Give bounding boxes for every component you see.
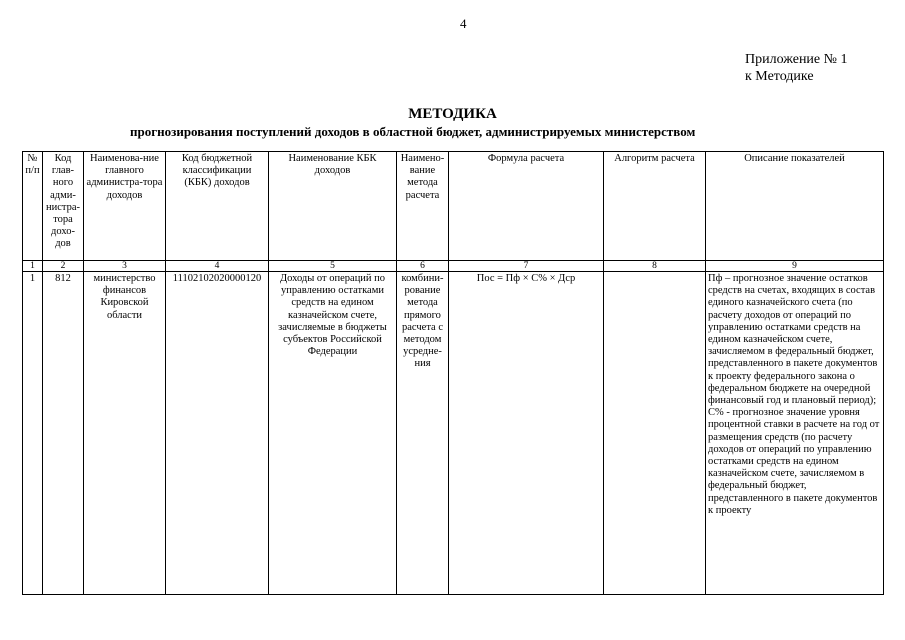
column-number: 9 bbox=[706, 261, 884, 272]
cell-admin-code: 812 bbox=[43, 272, 84, 595]
column-number: 2 bbox=[43, 261, 84, 272]
cell-kbk-code: 11102102020000120 bbox=[166, 272, 269, 595]
header-algorithm: Алгоритм расчета bbox=[604, 152, 706, 261]
header-admin-code: Код глав-ного адми-нистра-тора дохо-дов bbox=[43, 152, 84, 261]
cell-admin-name: министерство финансов Кировской области bbox=[84, 272, 166, 595]
cell-algorithm bbox=[604, 272, 706, 595]
cell-formula: Пос = Пф × С% × Дср bbox=[449, 272, 604, 595]
column-number: 5 bbox=[269, 261, 397, 272]
description-paragraph-2: С% - прогнозное значение уровня процентной ставки в расчете на год от размещения средств (по расчету доходов от операций по управлению остатками средств на едином казначейском счете, зачисляемом в федеральный бюджет, представленного в пакете документов к проекту bbox=[708, 407, 880, 516]
header-admin-name: Наименова-ние главного администра-тора доходов bbox=[84, 152, 166, 261]
document-title: МЕТОДИКА bbox=[408, 106, 497, 122]
header-formula: Формула расчета bbox=[449, 152, 604, 261]
page-number: 4 bbox=[460, 16, 467, 31]
methodology-table bbox=[22, 151, 884, 595]
column-number: 1 bbox=[23, 261, 43, 272]
header-kbk-code: Код бюджетной классификации (КБК) доходов bbox=[166, 152, 269, 261]
table-row bbox=[23, 272, 884, 595]
cell-description bbox=[706, 272, 884, 595]
cell-method: комбини-рование метода прямого расчета с методом усредне-ния bbox=[397, 272, 449, 595]
appendix-line-2: к Методике bbox=[745, 69, 814, 84]
header-method: Наимено-вание метода расчета bbox=[397, 152, 449, 261]
appendix-label bbox=[745, 51, 848, 85]
table-header-row bbox=[23, 152, 884, 261]
column-number: 3 bbox=[84, 261, 166, 272]
appendix-line-1: Приложение № 1 bbox=[745, 52, 848, 67]
cell-num: 1 bbox=[23, 272, 43, 595]
column-number: 6 bbox=[397, 261, 449, 272]
description-paragraph-1: Пф – прогнозное значение остатков средств на счетах, входящих в состав единого казначейского счета (по расчету доходов от операций по управлению остатками средств на едином казначейском счете, зачисляемом в федеральный бюджет, представленного в пакете документов к проекту федерального закона о федеральном бюджете на очередной финансовый год и плановый период); bbox=[708, 273, 878, 407]
document-subtitle: прогнозирования поступлений доходов в областной бюджет, администрируемых министерством bbox=[130, 124, 696, 139]
header-num: № п/п bbox=[23, 152, 43, 261]
column-number: 8 bbox=[604, 261, 706, 272]
column-number-row bbox=[23, 261, 884, 272]
header-kbk-name: Наименование КБК доходов bbox=[269, 152, 397, 261]
header-description: Описание показателей bbox=[706, 152, 884, 261]
cell-kbk-name: Доходы от операций по управлению остатками средств на едином казначейском счете, зачисляемые в бюджеты субъектов Российской Федерации bbox=[269, 272, 397, 595]
column-number: 7 bbox=[449, 261, 604, 272]
column-number: 4 bbox=[166, 261, 269, 272]
